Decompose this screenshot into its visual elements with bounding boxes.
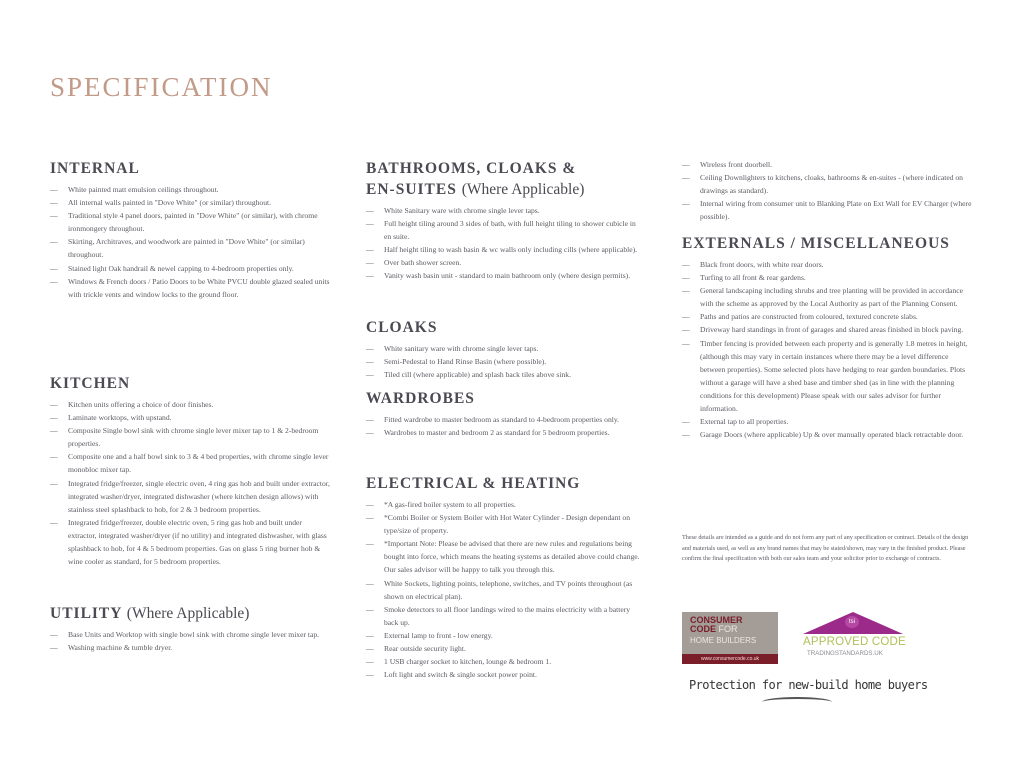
list-item: — Composite Single bowl sink with chrome single lever mixer tap to 1 & 2-bedroom properties. [50,424,332,450]
item-list [682,158,972,223]
heading-main: BATHROOMS, CLOAKS & EN-SUITES [366,160,577,198]
list-item: — General landscaping including shrubs and tree planting will be provided in accordance with the scheme as approved by the Local Authority as part of the Planning Consent. [682,284,972,310]
section-heading: ELECTRICAL & HEATING [366,475,581,492]
list-item: — Turfing to all front & rear gardens. [682,271,972,284]
approved-code-logo [795,612,910,670]
list-item: — 1 USB charger socket to kitchen, lounge & bedroom 1. [366,655,646,668]
list-item: — White Sanitary ware with chrome single lever taps. [366,204,641,217]
section-bathrooms [366,158,641,283]
heading-sub: (Where Applicable) [126,605,250,622]
list-item: — Integrated fridge/freezer, double electric oven, 5 ring gas hob and built under extractor, integrated washer/dryer (if no utility) and integrated dishwasher, with glass splashback to hob, for 4 & 5 bedroom properties. Gas on glass 5 ring burner hob & wine cooler as standard, for 5 bedroom properties. [50,516,332,568]
section-electrical [366,473,646,681]
item-list [50,398,332,568]
list-item: — Semi-Pedestal to Hand Rinse Basin (where possible). [366,355,641,368]
section-heading [50,603,332,624]
section-internal [50,158,330,301]
item-list [366,498,646,681]
list-item: — Wireless front doorbell. [682,158,972,171]
logo-url: www.consumercode.co.uk [682,654,778,664]
tagline: Protection for new-build home buyers [689,678,928,692]
tsi-badge: tsi [845,616,859,628]
section-heading: CLOAKS [366,319,438,336]
list-item: — Washing machine & tumble dryer. [50,641,332,654]
list-item: — Ceiling Downlighters to kitchens, cloaks, bathrooms & en-suites - (where indicated on drawings as standard). [682,171,972,197]
logo-line: CONSUMER [690,615,743,625]
section-electrical-continued [682,158,972,223]
list-item: — Garage Doors (where applicable) Up & over manually operated black retractable door. [682,428,972,441]
section-utility [50,603,332,654]
section-kitchen [50,373,332,568]
list-item: — Wardrobes to master and bedroom 2 as standard for 5 bedroom properties. [366,426,641,439]
list-item: — Fitted wardrobe to master bedroom as standard to 4-bedroom properties only. [366,413,641,426]
list-item: — Internal wiring from consumer unit to Blanking Plate on Ext Wall for EV Charger (where possible). [682,197,972,223]
list-item: — *A gas-fired boiler system to all properties. [366,498,646,511]
section-heading: WARDROBES [366,390,475,407]
heading-sub: (Where Applicable) [461,181,585,198]
list-item: — Black front doors, with white rear doors. [682,258,972,271]
list-item: — Full height tiling around 3 sides of bath, with full height tiling to shower cubicle in en suite. [366,217,641,243]
list-item: — Half height tiling to wash basin & wc walls only including cills (where applicable). [366,243,641,256]
list-item: — Integrated fridge/freezer, single electric oven, 4 ring gas hob and built under extractor, integrated washer/dryer, integrated dishwasher (where kitchen design allows) with stainless steel splashback to hob, for 2 & 3 bedroom properties. [50,477,332,516]
list-item: — Skirting, Architraves, and woodwork are painted in "Dove White" (or similar) throughout. [50,235,330,261]
list-item: — Over bath shower screen. [366,256,641,269]
list-item: — All internal walls painted in "Dove White" (or similar) throughout. [50,196,330,209]
section-heading: EXTERNALS / MISCELLANEOUS [682,235,950,252]
swoosh-decoration [762,697,832,707]
item-list [366,342,641,381]
page-title: SPECIFICATION [50,72,273,102]
list-item: — Driveway hard standings in front of garages and shared areas finished in block paving. [682,323,972,336]
list-item: — Windows & French doors / Patio Doors to be White PVCU double glazed sealed units with trickle vents and window locks to the ground floor. [50,275,330,301]
list-item: — Rear outside security light. [366,642,646,655]
list-item: — *Combi Boiler or System Boiler with Hot Water Cylinder - Design dependant on type/size of property. [366,511,646,537]
list-item: — Base Units and Worktop with single bowl sink with chrome single lever mixer tap. [50,628,332,641]
list-item: — Composite one and a half bowl sink to 3 & 4 bed properties, with chrome single lever monobloc mixer tap. [50,450,332,476]
logo-title: APPROVED CODE [803,636,906,648]
section-cloaks [366,317,641,381]
section-heading: KITCHEN [50,375,131,392]
item-list [366,204,641,283]
item-list [50,183,330,301]
logo-text [690,616,743,634]
list-item: — Tiled cill (where applicable) and splash back tiles above sink. [366,368,641,381]
list-item: — External lamp to front - low energy. [366,629,646,642]
list-item: — Timber fencing is provided between each property and is generally 1.8 metres in height, (although this may vary in certain instances where there may be a level difference between properties). Some selected plots have hedging to rear garden boundaries. Plots without a garage will have a shed base and timber shed (as in line with the planning conditions for this development) Please speak with our sales advisor for further information. [682,337,972,416]
logo-line: CODE [690,624,717,634]
logo-subtitle: TRADINGSTANDARDS.UK [807,650,883,657]
list-item: — White painted matt emulsion ceilings throughout. [50,183,330,196]
list-item: — Traditional style 4 panel doors, painted in "Dove White" (or similar), with chrome ironmongery throughout. [50,209,330,235]
list-item: — White sanitary ware with chrome single lever taps. [366,342,641,355]
list-item: — Smoke detectors to all floor landings wired to the mains electricity with a battery back up. [366,603,646,629]
list-item: — Loft light and switch & single socket power point. [366,668,646,681]
list-item: — Kitchen units offering a choice of door finishes. [50,398,332,411]
heading-main: UTILITY [50,605,122,622]
list-item: — White Sockets, lighting points, telephone, switches, and TV points throughout (as shown on electrical plan). [366,577,646,603]
list-item: — Vanity wash basin unit - standard to main bathroom only (where design permits). [366,269,641,282]
section-wardrobes [366,388,641,439]
list-item: — External tap to all properties. [682,415,972,428]
list-item: — Stained light Oak handrail & newel capping to 4-bedroom properties only. [50,262,330,275]
list-item: — Laminate worktops, with upstand. [50,411,332,424]
logo-line: FOR [718,624,738,634]
section-heading: INTERNAL [50,160,140,177]
section-externals [682,233,972,441]
item-list [366,413,641,439]
list-item: — *Important Note: Please be advised that there are new rules and regulations being bought into force, which means the heating systems as detailed above could change. Our sales advisor will be happy to talk you through this. [366,537,646,576]
consumer-code-logo [682,612,778,664]
item-list [682,258,972,441]
section-heading [366,158,606,200]
list-item: — Paths and patios are constructed from coloured, textured concrete slabs. [682,310,972,323]
logo-line: HOME BUILDERS [690,636,757,645]
disclaimer: These details are intended as a guide and do not form any part of any specification or contract. Details of the design and materials used, as well as any brand names that may be stated/shown, may vary in the finished product. Please confirm the final specification with both our sales team and your solicitor prior to exchange of contracts. [682,534,969,563]
item-list [50,628,332,654]
